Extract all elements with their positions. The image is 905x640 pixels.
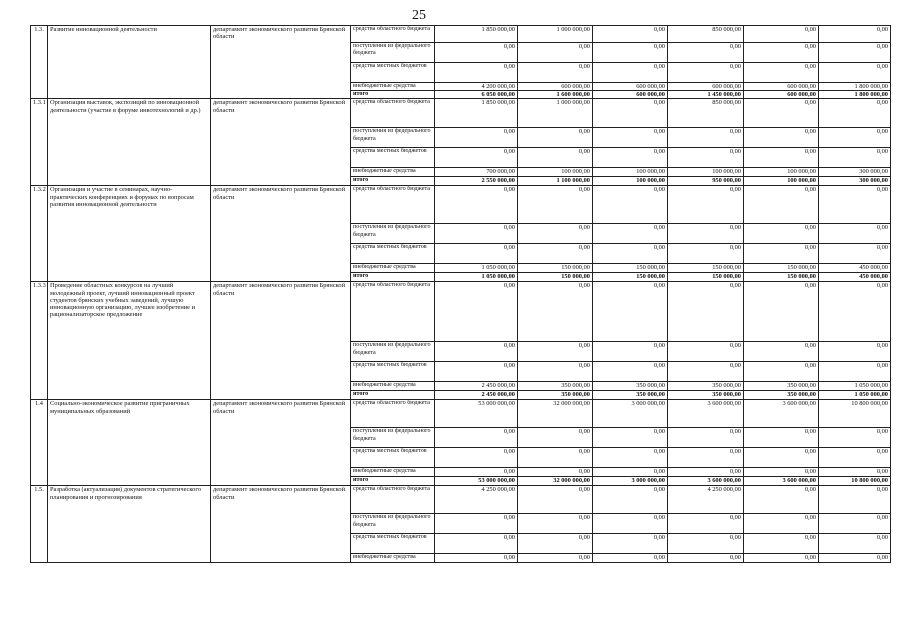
amount-cell: 0,00 — [668, 148, 744, 168]
amount-cell: 3 600 000,00 — [744, 477, 819, 486]
amount-cell: 0,00 — [668, 534, 744, 554]
funding-source: поступления из федерального бюджета — [351, 224, 435, 244]
funding-source: средства местных бюджетов — [351, 448, 435, 468]
table-row — [31, 486, 891, 514]
funding-source: средства областного бюджета — [351, 186, 435, 224]
funding-source: итого — [351, 391, 435, 400]
amount-cell: 1 050 000,00 — [435, 264, 518, 273]
amount-cell: 3 000 000,00 — [593, 400, 668, 428]
amount-cell: 0,00 — [435, 534, 518, 554]
amount-cell: 350 000,00 — [518, 391, 593, 400]
amount-cell: 0,00 — [744, 534, 819, 554]
amount-cell: 0,00 — [744, 554, 819, 563]
section-title: Проведение областных конкурсов на лучший молодежный проект, лучший инновационный проект студентов брянских учебных заведений, лучшую инновационную организацию, лучшее изобретение и рационализаторское предложение — [48, 282, 211, 400]
table-row — [31, 282, 891, 342]
amount-cell: 0,00 — [819, 486, 891, 514]
amount-cell: 0,00 — [518, 186, 593, 224]
amount-cell: 0,00 — [518, 448, 593, 468]
amount-cell: 0,00 — [744, 244, 819, 264]
amount-cell: 100 000,00 — [744, 168, 819, 177]
amount-cell: 0,00 — [593, 224, 668, 244]
amount-cell: 0,00 — [744, 486, 819, 514]
section-title: Разработка (актуализация) документов стратегического планирования и прогнозирования — [48, 486, 211, 563]
amount-cell: 150 000,00 — [518, 273, 593, 282]
funding-source: внебюджетные средства — [351, 168, 435, 177]
amount-cell: 0,00 — [518, 534, 593, 554]
amount-cell: 1 850 000,00 — [435, 26, 518, 43]
section-responsible: департамент экономического развития Брянской области — [211, 400, 351, 486]
amount-cell: 0,00 — [744, 148, 819, 168]
funding-source: средства областного бюджета — [351, 282, 435, 342]
amount-cell: 0,00 — [744, 428, 819, 448]
amount-cell: 0,00 — [593, 486, 668, 514]
section-responsible: департамент экономического развития Брянской области — [211, 26, 351, 99]
amount-cell: 0,00 — [593, 186, 668, 224]
section-responsible: департамент экономического развития Брянской области — [211, 486, 351, 563]
amount-cell: 350 000,00 — [593, 391, 668, 400]
amount-cell: 1 800 000,00 — [819, 91, 891, 99]
amount-cell: 0,00 — [744, 448, 819, 468]
amount-cell: 53 000 000,00 — [435, 400, 518, 428]
amount-cell: 0,00 — [435, 244, 518, 264]
amount-cell: 0,00 — [518, 224, 593, 244]
amount-cell: 0,00 — [518, 244, 593, 264]
amount-cell: 1 000 000,00 — [518, 99, 593, 128]
amount-cell: 0,00 — [744, 63, 819, 83]
funding-source: средства местных бюджетов — [351, 362, 435, 382]
amount-cell: 150 000,00 — [668, 264, 744, 273]
section-title: Социально-экономическое развитие приграничных муниципальных образований — [48, 400, 211, 486]
amount-cell: 0,00 — [668, 514, 744, 534]
funding-source: средства местных бюджетов — [351, 148, 435, 168]
amount-cell: 600 000,00 — [668, 83, 744, 91]
amount-cell: 350 000,00 — [593, 382, 668, 391]
amount-cell: 0,00 — [593, 428, 668, 448]
funding-source: средства областного бюджета — [351, 26, 435, 43]
table-row — [31, 26, 891, 43]
amount-cell: 0,00 — [668, 186, 744, 224]
amount-cell: 150 000,00 — [593, 264, 668, 273]
amount-cell: 0,00 — [819, 224, 891, 244]
funding-source: средства областного бюджета — [351, 400, 435, 428]
amount-cell: 150 000,00 — [744, 273, 819, 282]
amount-cell: 0,00 — [435, 428, 518, 448]
amount-cell: 600 000,00 — [744, 83, 819, 91]
funding-source: поступления из федерального бюджета — [351, 428, 435, 448]
funding-source: средства областного бюджета — [351, 486, 435, 514]
amount-cell: 0,00 — [819, 362, 891, 382]
amount-cell: 3 600 000,00 — [744, 400, 819, 428]
amount-cell: 0,00 — [668, 448, 744, 468]
amount-cell: 0,00 — [744, 282, 819, 342]
amount-cell: 0,00 — [435, 224, 518, 244]
amount-cell: 0,00 — [593, 99, 668, 128]
amount-cell: 0,00 — [744, 468, 819, 477]
section-code: 1.3.3 — [31, 282, 48, 400]
amount-cell: 0,00 — [744, 514, 819, 534]
funding-source: внебюджетные средства — [351, 468, 435, 477]
amount-cell: 0,00 — [435, 362, 518, 382]
amount-cell: 450 000,00 — [819, 264, 891, 273]
amount-cell: 1 000 000,00 — [518, 26, 593, 43]
amount-cell: 850 000,00 — [668, 26, 744, 43]
amount-cell: 0,00 — [593, 448, 668, 468]
amount-cell: 0,00 — [593, 514, 668, 534]
funding-source: поступления из федерального бюджета — [351, 128, 435, 148]
amount-cell: 700 000,00 — [435, 168, 518, 177]
amount-cell: 0,00 — [819, 148, 891, 168]
amount-cell: 0,00 — [518, 63, 593, 83]
amount-cell: 600 000,00 — [744, 91, 819, 99]
amount-cell: 0,00 — [435, 282, 518, 342]
amount-cell: 1 800 000,00 — [819, 83, 891, 91]
funding-source: поступления из федерального бюджета — [351, 43, 435, 63]
amount-cell: 350 000,00 — [668, 382, 744, 391]
amount-cell: 0,00 — [518, 43, 593, 63]
funding-source: средства местных бюджетов — [351, 244, 435, 264]
amount-cell: 150 000,00 — [518, 264, 593, 273]
amount-cell: 0,00 — [668, 342, 744, 362]
amount-cell: 0,00 — [819, 554, 891, 563]
amount-cell: 0,00 — [744, 43, 819, 63]
amount-cell: 0,00 — [593, 26, 668, 43]
amount-cell: 0,00 — [819, 43, 891, 63]
amount-cell: 0,00 — [435, 63, 518, 83]
amount-cell: 0,00 — [819, 468, 891, 477]
amount-cell: 0,00 — [518, 554, 593, 563]
amount-cell: 0,00 — [668, 428, 744, 448]
amount-cell: 1 600 000,00 — [518, 91, 593, 99]
amount-cell: 100 000,00 — [593, 168, 668, 177]
section-code: 1.3.2 — [31, 186, 48, 282]
amount-cell: 0,00 — [744, 99, 819, 128]
amount-cell: 0,00 — [435, 554, 518, 563]
amount-cell: 3 600 000,00 — [668, 477, 744, 486]
amount-cell: 0,00 — [819, 428, 891, 448]
amount-cell: 0,00 — [819, 244, 891, 264]
amount-cell: 0,00 — [518, 428, 593, 448]
amount-cell: 3 600 000,00 — [668, 400, 744, 428]
amount-cell: 100 000,00 — [593, 177, 668, 186]
amount-cell: 1 050 000,00 — [435, 273, 518, 282]
amount-cell: 600 000,00 — [593, 91, 668, 99]
amount-cell: 850 000,00 — [668, 99, 744, 128]
amount-cell: 0,00 — [593, 148, 668, 168]
amount-cell: 0,00 — [819, 534, 891, 554]
amount-cell: 2 550 000,00 — [435, 177, 518, 186]
amount-cell: 0,00 — [819, 63, 891, 83]
amount-cell: 0,00 — [435, 514, 518, 534]
amount-cell: 32 000 000,00 — [518, 400, 593, 428]
amount-cell: 950 000,00 — [668, 177, 744, 186]
amount-cell: 10 800 000,00 — [819, 477, 891, 486]
amount-cell: 0,00 — [819, 26, 891, 43]
table-row — [31, 400, 891, 428]
section-title: Развитие инновационной деятельности — [48, 26, 211, 99]
funding-source: средства местных бюджетов — [351, 63, 435, 83]
amount-cell: 0,00 — [819, 128, 891, 148]
amount-cell: 0,00 — [593, 128, 668, 148]
section-code: 1.3.1 — [31, 99, 48, 186]
amount-cell: 600 000,00 — [593, 83, 668, 91]
section-responsible: департамент экономического развития Брянской области — [211, 186, 351, 282]
amount-cell: 0,00 — [668, 244, 744, 264]
amount-cell: 100 000,00 — [668, 168, 744, 177]
amount-cell: 0,00 — [435, 148, 518, 168]
budget-table — [30, 25, 891, 563]
amount-cell: 10 800 000,00 — [819, 400, 891, 428]
amount-cell: 0,00 — [518, 148, 593, 168]
budget-table-body — [31, 26, 891, 563]
amount-cell: 0,00 — [435, 448, 518, 468]
amount-cell: 1 050 000,00 — [819, 382, 891, 391]
amount-cell: 350 000,00 — [518, 382, 593, 391]
amount-cell: 350 000,00 — [744, 391, 819, 400]
amount-cell: 0,00 — [435, 186, 518, 224]
amount-cell: 600 000,00 — [518, 83, 593, 91]
amount-cell: 0,00 — [435, 342, 518, 362]
funding-source: внебюджетные средства — [351, 83, 435, 91]
table-row — [31, 186, 891, 224]
amount-cell: 0,00 — [668, 554, 744, 563]
amount-cell: 0,00 — [668, 362, 744, 382]
amount-cell: 0,00 — [668, 63, 744, 83]
amount-cell: 0,00 — [744, 362, 819, 382]
funding-source: поступления из федерального бюджета — [351, 342, 435, 362]
amount-cell: 0,00 — [518, 128, 593, 148]
amount-cell: 4 250 000,00 — [435, 486, 518, 514]
amount-cell: 0,00 — [744, 26, 819, 43]
amount-cell: 0,00 — [668, 282, 744, 342]
amount-cell: 150 000,00 — [593, 273, 668, 282]
amount-cell: 0,00 — [518, 486, 593, 514]
section-responsible: департамент экономического развития Брянской области — [211, 99, 351, 186]
amount-cell: 0,00 — [819, 448, 891, 468]
amount-cell: 150 000,00 — [744, 264, 819, 273]
amount-cell: 0,00 — [435, 43, 518, 63]
amount-cell: 0,00 — [819, 186, 891, 224]
amount-cell: 0,00 — [593, 554, 668, 563]
amount-cell: 0,00 — [518, 342, 593, 362]
amount-cell: 0,00 — [744, 186, 819, 224]
table-row — [31, 99, 891, 128]
amount-cell: 0,00 — [435, 468, 518, 477]
funding-source: внебюджетные средства — [351, 382, 435, 391]
amount-cell: 0,00 — [819, 99, 891, 128]
section-title: Организация и участие в семинарах, научно-практических конференциях и форумах по вопросам развития инновационной деятельности — [48, 186, 211, 282]
section-code: 1.5. — [31, 486, 48, 563]
amount-cell: 0,00 — [518, 514, 593, 534]
amount-cell: 0,00 — [668, 224, 744, 244]
amount-cell: 0,00 — [435, 128, 518, 148]
funding-source: средства местных бюджетов — [351, 534, 435, 554]
amount-cell: 0,00 — [668, 128, 744, 148]
page-number: 25 — [412, 8, 426, 23]
amount-cell: 0,00 — [593, 342, 668, 362]
amount-cell: 0,00 — [668, 43, 744, 63]
funding-source: итого — [351, 91, 435, 99]
amount-cell: 300 000,00 — [819, 177, 891, 186]
amount-cell: 3 000 000,00 — [593, 477, 668, 486]
section-code: 1.4 — [31, 400, 48, 486]
amount-cell: 4 200 000,00 — [435, 83, 518, 91]
section-responsible: департамент экономического развития Брянской области — [211, 282, 351, 400]
amount-cell: 0,00 — [593, 282, 668, 342]
amount-cell: 0,00 — [819, 514, 891, 534]
amount-cell: 350 000,00 — [744, 382, 819, 391]
amount-cell: 53 000 000,00 — [435, 477, 518, 486]
funding-source: итого — [351, 477, 435, 486]
section-title: Организация выставок, экспозиций по инновационной деятельности (участие в форуме инвотехнологий и др.) — [48, 99, 211, 186]
amount-cell: 0,00 — [668, 468, 744, 477]
amount-cell: 0,00 — [744, 224, 819, 244]
funding-source: внебюджетные средства — [351, 554, 435, 563]
amount-cell: 0,00 — [593, 362, 668, 382]
amount-cell: 2 450 000,00 — [435, 382, 518, 391]
amount-cell: 6 050 000,00 — [435, 91, 518, 99]
amount-cell: 0,00 — [593, 244, 668, 264]
amount-cell: 0,00 — [593, 468, 668, 477]
amount-cell: 100 000,00 — [518, 168, 593, 177]
amount-cell: 32 000 000,00 — [518, 477, 593, 486]
section-code: 1.3. — [31, 26, 48, 99]
funding-source: средства областного бюджета — [351, 99, 435, 128]
amount-cell: 2 450 000,00 — [435, 391, 518, 400]
amount-cell: 4 250 000,00 — [668, 486, 744, 514]
amount-cell: 1 450 000,00 — [668, 91, 744, 99]
amount-cell: 300 000,00 — [819, 168, 891, 177]
funding-source: поступления из федерального бюджета — [351, 514, 435, 534]
amount-cell: 0,00 — [518, 468, 593, 477]
amount-cell: 0,00 — [744, 128, 819, 148]
funding-source: итого — [351, 177, 435, 186]
amount-cell: 0,00 — [819, 342, 891, 362]
amount-cell: 0,00 — [518, 282, 593, 342]
amount-cell: 0,00 — [593, 63, 668, 83]
amount-cell: 150 000,00 — [668, 273, 744, 282]
amount-cell: 450 000,00 — [819, 273, 891, 282]
amount-cell: 100 000,00 — [744, 177, 819, 186]
funding-source: внебюджетные средства — [351, 264, 435, 273]
amount-cell: 0,00 — [593, 534, 668, 554]
funding-source: итого — [351, 273, 435, 282]
amount-cell: 0,00 — [819, 282, 891, 342]
amount-cell: 0,00 — [593, 43, 668, 63]
amount-cell: 0,00 — [744, 342, 819, 362]
amount-cell: 350 000,00 — [668, 391, 744, 400]
amount-cell: 1 100 000,00 — [518, 177, 593, 186]
amount-cell: 1 850 000,00 — [435, 99, 518, 128]
amount-cell: 1 050 000,00 — [819, 391, 891, 400]
amount-cell: 0,00 — [518, 362, 593, 382]
